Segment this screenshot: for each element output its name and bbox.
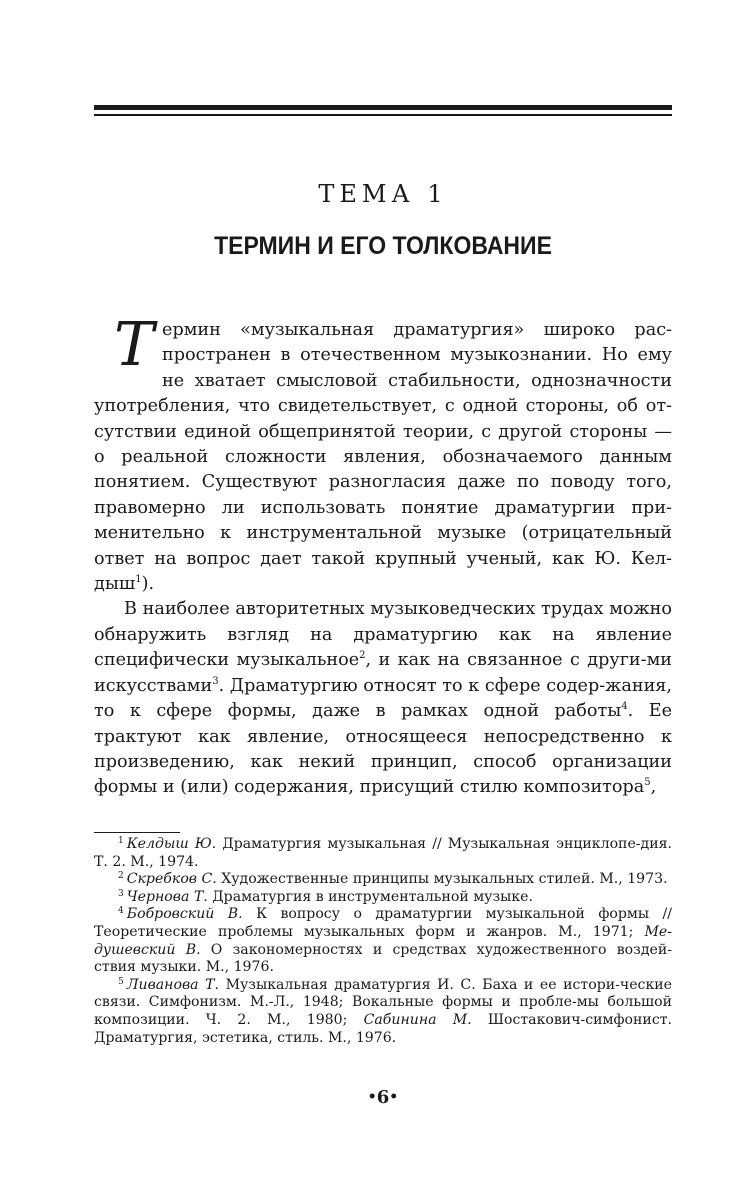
footnote-number: 1 xyxy=(118,836,124,846)
footnote-author: Чернова Т. xyxy=(126,888,208,905)
footnote-text: Художественные принципы музыкальных стилей. М., 1973. xyxy=(216,871,668,888)
footnote-text: Музыкальная драматургия И. С. Баха и ее истори-ческие связи. Симфонизм. М.-Л., 1948; Вокальные формы и пробле-мы большой композиции. Ч. 2. М., 1980; xyxy=(94,976,672,1028)
body-text xyxy=(94,310,672,801)
footnote-number: 5 xyxy=(118,976,124,987)
footnote-1 xyxy=(94,836,672,871)
footnote-number: 3 xyxy=(118,888,124,899)
footnote-ref-3[interactable]: 3 xyxy=(212,675,219,687)
footnote-author-2: Ме-душевский В. xyxy=(94,923,672,958)
paragraph-2-text-d: . Ее трактуют как явление, относящееся непосредственно к произведению, как некий принцип, способ организации формы и (или) содержания, присущий стилю композитора xyxy=(94,701,672,798)
chapter-title: ТЕРМИН И ЕГО ТОЛКОВАНИЕ xyxy=(214,232,552,260)
footnote-number: 2 xyxy=(118,871,124,882)
drop-cap: Т xyxy=(114,310,155,380)
page-number-value: 6 xyxy=(376,1087,390,1108)
page-ornament-left: • xyxy=(367,1089,377,1105)
theme-label: ТЕМА 1 xyxy=(318,180,448,208)
paragraph-2 xyxy=(94,597,672,800)
paragraph-1 xyxy=(94,310,672,597)
page-number xyxy=(94,1087,672,1108)
footnote-2 xyxy=(94,871,672,889)
footnote-text: К вопросу о драматургии музыкальной формы // Теоретические проблемы музыкальных форм и жанров. М., 1971; xyxy=(94,906,672,940)
paragraph-2-text-b: , и как на связанное с други-ми искусствами xyxy=(94,650,672,696)
footnote-author: Келдыш Ю. xyxy=(126,836,217,852)
paragraph-1-text-a: ермин «музыкальная драматургия» широко рас-пространен в отечественном музыкознании. Но ему не хватает смысловой стабильности, однозначности употребления, что свидетельствует, с одной стороны, об от-сутствии единой общепринятой теории, с другой стороны — о реальной сложности явления, обозначаемого данным понятием. Существуют разногласия даже по поводу того, правомерно ли использовать понятие драматургии при-менительно к инструментальной музыке (отрицательный ответ на вопрос дает такой крупный ученый, как Ю. Кел-дыш xyxy=(94,320,672,595)
footnote-author: Скребков С. xyxy=(126,871,217,888)
footnote-text-2: О закономерностях и средствах художественного воздей-ствия музыки. М., 1976. xyxy=(94,941,672,976)
paragraph-2-text-a: В наиболее авторитетных музыковедческих трудах можно обнаружить взгляд на драматургию как на явление специфически музыкальное xyxy=(94,599,672,671)
footnote-5 xyxy=(94,977,672,1047)
footnote-number: 4 xyxy=(118,906,124,917)
footnote-3 xyxy=(94,889,672,907)
header-rule-thin xyxy=(94,114,672,116)
footnote-ref-1[interactable]: 1 xyxy=(135,574,142,586)
footnote-author-2: Сабинина М. xyxy=(363,1011,472,1028)
paragraph-2-text-c: . Драматургию относят то к сфере содер-жания, то к сфере формы, даже в рамках одной работы xyxy=(94,675,672,722)
footnotes xyxy=(94,836,672,1047)
footnote-author: Бобровский В. xyxy=(126,906,243,923)
paragraph-2-text-e: , xyxy=(650,777,657,798)
footnote-text-2: Шостакович-симфонист. Драматургия, эстетика, стиль. М., 1976. xyxy=(94,1011,672,1046)
header-rule-thick xyxy=(94,105,672,110)
footnote-4 xyxy=(94,906,672,976)
footnote-ref-4[interactable]: 4 xyxy=(621,701,628,713)
paragraph-1-text-b: ). xyxy=(141,574,155,595)
footnote-ref-5[interactable]: 5 xyxy=(644,777,651,789)
page-ornament-right: • xyxy=(389,1089,399,1105)
footnote-author: Ливанова Т. xyxy=(126,976,219,993)
footnote-text: Драматургия в инструментальной музыке. xyxy=(207,888,533,905)
footnote-text: Драматургия музыкальная // Музыкальная энциклопе-дия. Т. 2. М., 1974. xyxy=(94,836,672,870)
footnote-separator xyxy=(94,832,180,833)
footnote-ref-2[interactable]: 2 xyxy=(359,650,366,662)
